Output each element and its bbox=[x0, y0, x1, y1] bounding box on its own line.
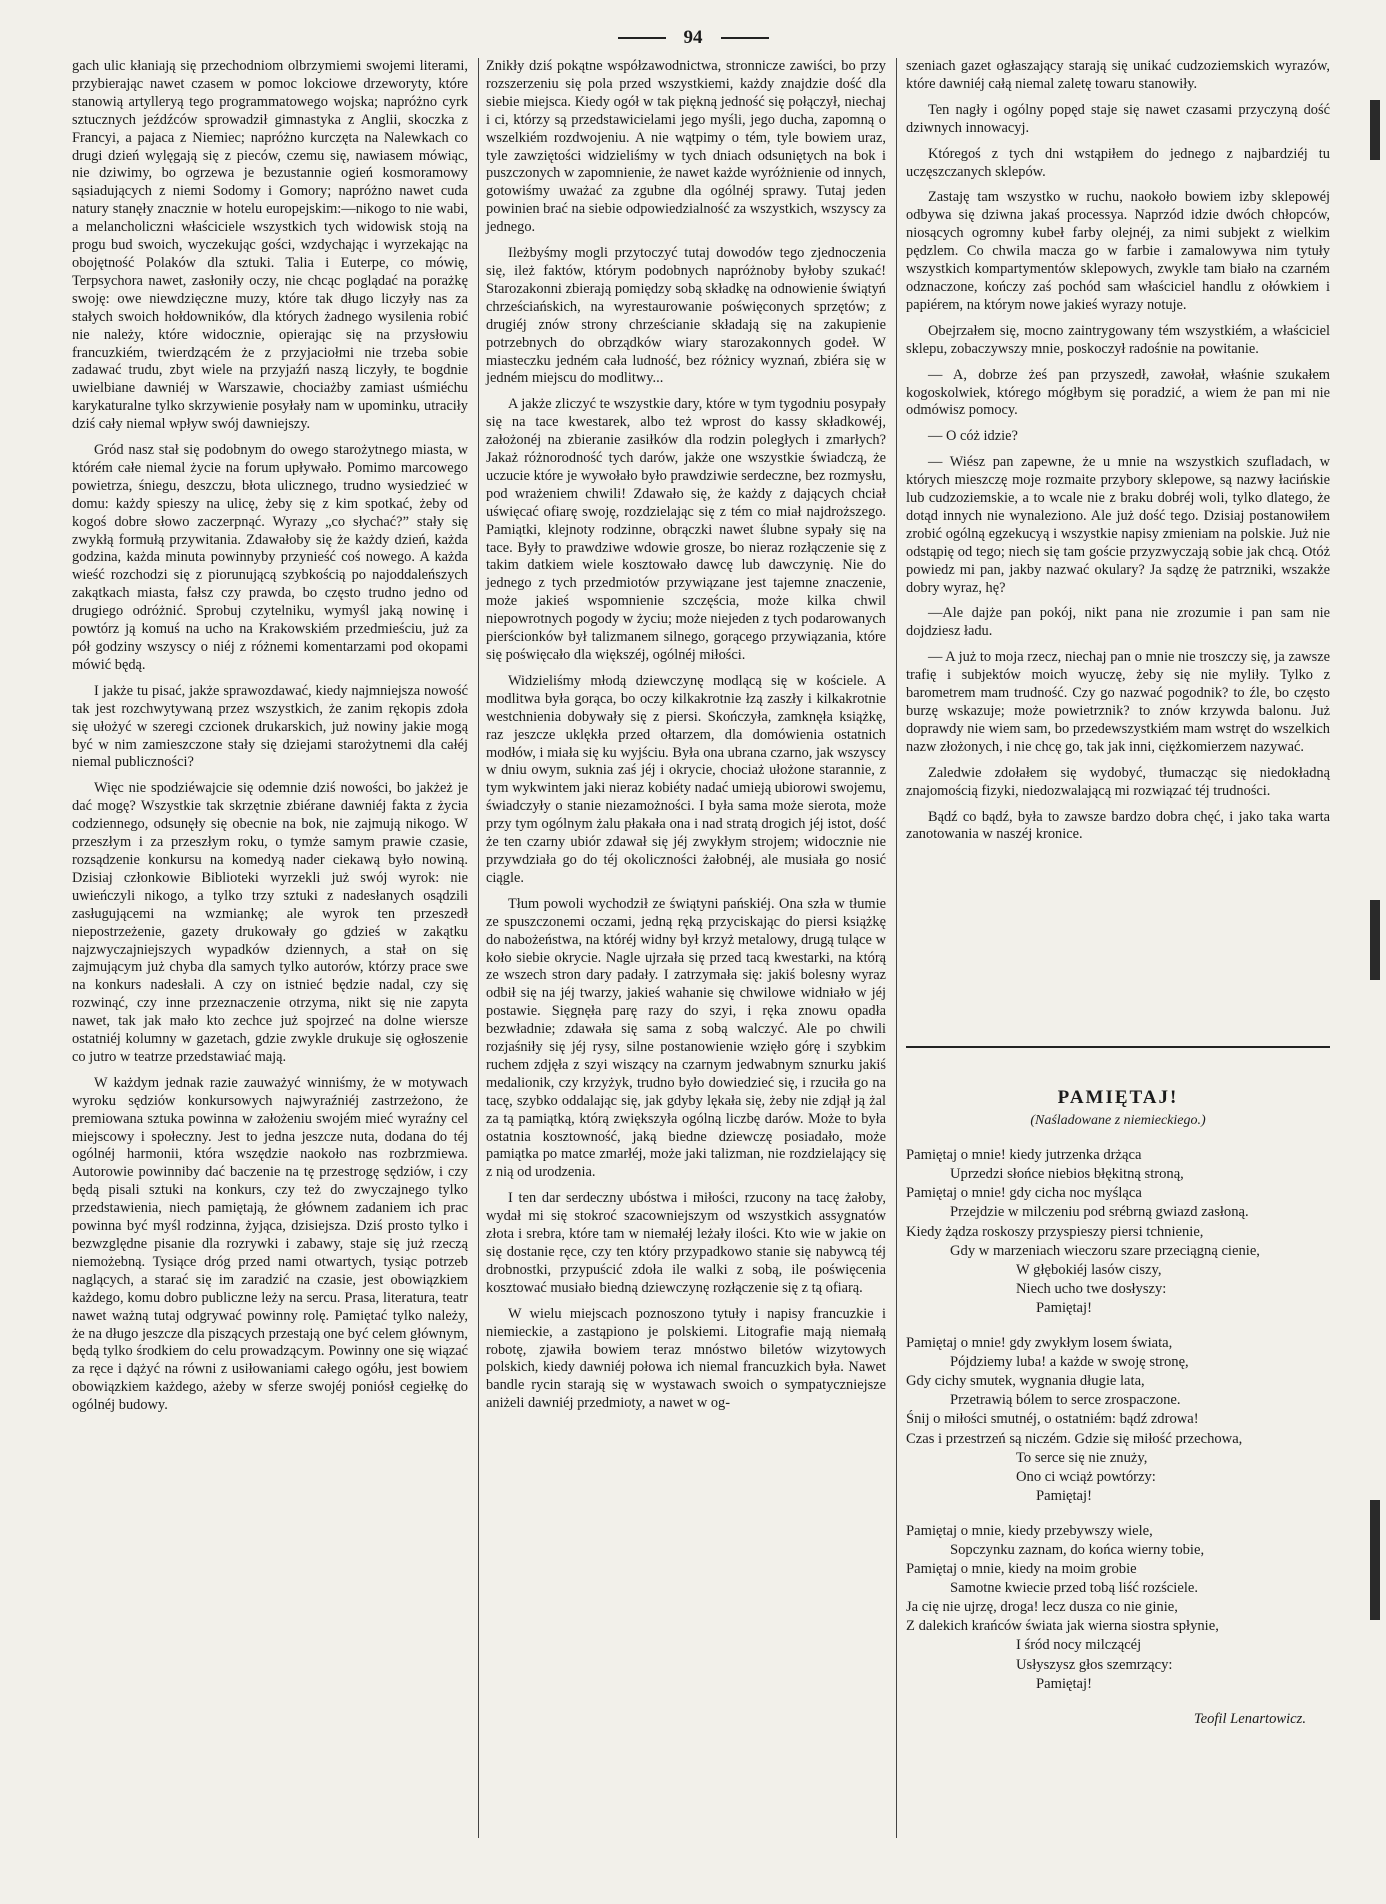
section-divider bbox=[906, 1046, 1330, 1048]
poem-line: Pamiętaj o mnie! gdy zwykłym losem świata, bbox=[906, 1335, 1173, 1352]
paragraph: Więc nie spodziéwajcie się odemnie dziś nowości, bo jakżeż je dać mogę? Wszystkie tak skrzętnie zbiérane dawniéj fakta z życia codziennego, odsunęły się obecnie na bok, nie zajmują nikogo. W przeszłym i za przeszłym roku, o tymże samym prawie czasie, rozsądzenie konkursu na komedyą nader ciekawą było nowiną. Dzisiaj członkowie Biblioteki wyrzekli już swój wyrok: nie uwieńczyli nikogo, a tylko trzy sztuki z nadesłanych osądzili zasługującemi na wzmiankę; ale wyrok ten przeszedł niepostrzeżenie, gazety drukowały go gdzieś w zakątku najzwyczajniejszych wypadków dziennych, a stał on się zajmującym już chyba dla samych tylko autorów, którzy prace swe na konkurs nadesłali. A czy on istnieć będzie nadal, czy się rozwinąć, czy inne przeznaczenie otrzyma, nikt się nie zapyta nawet, tak jak mało kto zechce już spojrzeć na dolne wiersze ostatniéj kolumny w gazetach, gdzie zwykle drukuje się ogłoszenie co jutro w teatrze przedstawiać mają. bbox=[72, 780, 468, 1065]
poem-line: Pamiętaj o mnie! kiedy jutrzenka drżąca bbox=[906, 1147, 1142, 1164]
poem-line: Pójdziemy luba! a każde w swoję stronę, bbox=[950, 1354, 1189, 1371]
page-edge-mark bbox=[1370, 1500, 1380, 1620]
poem-stanza bbox=[906, 1334, 1330, 1506]
column-divider bbox=[478, 58, 479, 1838]
poem-line: Gdy w marzeniach wieczoru szare przeciągną cienie, bbox=[950, 1242, 1260, 1259]
paragraph: Obejrzałem się, mocno zaintrygowany tém wszystkiém, a właściciel sklepu, zobaczywszy mnie, poskoczył radośnie na powitanie. bbox=[906, 322, 1330, 357]
paragraph: — A już to moja rzecz, niechaj pan o mnie nie troszczy się, ja zawsze trafię i subjektów moich wyuczę, żeby się nie myliły. Tylko z barometrem mam trudność. Czy go nazwać pogodnik? to źle, bo często burzę wskazuje; może powietrznik? to znów krzywda balonu. Już doprawdy nie wiem sam, bo przedewszystkiém mam wstręt do wszelkich nazw złożonych, i nie chcę go, tak jak inni, ciężkomierzem nazywać. bbox=[906, 649, 1330, 755]
page-header bbox=[0, 18, 1386, 58]
paragraph: Bądź co bądź, była to zawsze bardzo dobra chęć, i jako taka warta zanotowania w naszéj kronice. bbox=[906, 808, 1330, 843]
poem-line: I śród nocy milczącéj bbox=[1016, 1637, 1142, 1654]
column-divider bbox=[896, 58, 897, 1838]
poem-line: Samotne kwiecie przed tobą liść rozściele. bbox=[950, 1580, 1198, 1597]
poem bbox=[906, 1088, 1330, 1729]
poem-line: Czas i przestrzeń są niczém. Gdzie się miłość przechowa, bbox=[906, 1430, 1243, 1447]
paragraph: W wielu miejscach poznoszono tytuły i napisy francuzkie i niemieckie, a zastąpiono je polskiemi. Litografie mają niemałą robotę, zjawiła bowiem teraz mnóstwo biletów wizytowych polskich, kiedy dawniéj połowa ich niemal francuzkich była. Nawet bandle rycin starają się w wystawach swoich o sympatyczniejsze aniżeli dawniéj przedmioty, a nawet w og- bbox=[486, 1305, 886, 1412]
poem-line: Pamiętaj o mnie! gdy cicha noc myśląca bbox=[906, 1185, 1142, 1202]
page-edge-mark bbox=[1370, 100, 1380, 160]
paragraph: I ten dar serdeczny ubóstwa i miłości, rzucony na tacę żałoby, wydał mi się stokroć szacowniejszym od wszystkich assygnatów złota i srebra, które tam w niemałéj leżały ilości. Kto wie w jakie on się dostanie ręce, czy ten który przypadkowo stanie się nabywcą téj drobnostki, przypuścić zdoła ile walki z sobą, ile poświęcenia kosztować musiało biedną dziewczynę rozłączenie się z tą ofiarą. bbox=[486, 1190, 886, 1296]
page-number: 94 bbox=[683, 27, 703, 48]
poem-stanza bbox=[906, 1522, 1330, 1694]
poem-line: Uprzedzi słońce niebios błękitną stroną, bbox=[950, 1166, 1184, 1183]
paragraph: I jakże tu pisać, jakże sprawozdawać, kiedy najmniejsza nowość tak jest rozchwytywaną przez wszystkich, że zanim rękopis zdoła się ułożyć w szeregi czcionek drukarskich, już nowiny jakie mogą być w nim zamieszczone stały się dziejami starożytnemi dla całéj niemal publiczności? bbox=[72, 682, 468, 771]
paragraph: Zastaję tam wszystko w ruchu, naokoło bowiem izby sklepowéj odbywa się dziwna jakaś processya. Naprzód idzie dwóch chłopców, niosących ogromny kubeł farby olejnéj, za nimi subjekt z wielkim pędzlem. Co chwila macza go w farbie i zamalowywa nim tytuły wszystkich kompartymentów sklepowych, zwykle tam biało na czarném odznaczone, kończy zaś pochód sam właściciel handlu z ołówkiem i papiérem, na którym nowe jakieś wyrazy notuje. bbox=[906, 189, 1330, 313]
poem-line: Przetrawią bólem to serce zrospaczone. bbox=[950, 1392, 1181, 1409]
paragraph: Ileżbyśmy mogli przytoczyć tutaj dowodów tego zjednoczenia się, ileż faktów, którym podobnych napróżnoby byłoby szukać! Starozakonni zbierają pomiędzy sobą składkę na odnowienie świątyń chrześciańskich, na wyrestaurowanie poświęconych sprzętów; z drugiéj znów strony chrześcianie składają się na zakupienie potrzebnych do obrządków wiary starozakonnych godeł. W miasteczku jedném cała ludność, bez różnicy wyznań, zbiéra się w jedném miejscu do modlitwy... bbox=[486, 245, 886, 387]
page-edge-mark bbox=[1370, 900, 1380, 980]
poem-refrain: Pamiętaj! bbox=[1036, 1299, 1092, 1316]
paragraph: —Ale dajże pan pokój, nikt pana nie zrozumie i pan sam nie dojdziesz ładu. bbox=[906, 605, 1330, 640]
poem-line: Śnij o miłości smutnéj, o ostatniém: bądź zdrowa! bbox=[906, 1411, 1199, 1428]
paragraph: szeniach gazet ogłaszający starają się unikać cudzoziemskich wyrazów, które dawniéj całą niemal zaletę towaru stanowiły. bbox=[906, 58, 1330, 92]
poem-line: To serce się nie znuży, bbox=[1016, 1449, 1148, 1466]
paragraph: gach ulic kłaniają się przechodniom olbrzymiemi swojemi literami, przybierając nawet czasem w pomoc lokciowe drzeworyty, które stanowią artylleryą tego programmatowego wojska; napróżno cyrk sztucznych jeźdźców sprowadził gimnastyka z Anglii, skoczka z Francyi, a pajaca z Niemiec; napróżno kurczęta na Nalewkach co drugi dzień wylęgają się z pieców, czemu się, nawiasem mówiąc, nie dziwimy, bo ogrzewa je bezustannie ogień kosmoramowy sąsiadujących z niemi Sodomy i Gomory; napróżno nawet cuda natury stanęły znacznie w hotelu europejskim:—nikogo to nie wabi, a melancholiczni właściciele wszystkich tych widowisk stoją na progu bud swoich, wyczekując gości, wzdychając i wyrzekając na obojętność Polaków dla sztuki. Talia i Euterpe, co mówię, Terpsychora nawet, zasłoniły oczy, nie chcąc poglądać na porażkę swoję: owe niewdzięczne muzy, które tak długo liczyły nas za stałych swoich hołdowników, dla których żadnego wysilenia robić nie należy, które widocznie, opierając się na przysłowiu francuzkiém, twierdzącém że z przyjaciołmi nie trzeba sobie zadawać trudu, zbyt wiele na przyjaźń naszą liczyły, te bogdnie uwielbiane dawniéj w Warszawie, chociażby zamiast uśmiéchu karykaturalne tylko skrzywienie posyłały nam w upominku, utraciły dziś cały niemal wpływ swój dawniejszy. bbox=[72, 58, 468, 433]
poem-line: Kiedy żądza roskoszy przyspieszy piersi tchnienie, bbox=[906, 1223, 1204, 1240]
paragraph: W każdym jednak razie zauważyć winniśmy, że w motywach wyroku sędziów konkursowych najwyraźniéj zastrzeżono, że premiowana sztuka powinna w założeniu swojém mieć wyraźny cel miejscowy i społeczny. Jest to jedna jeszcze nuta, dodana do téj ogólnéj harmonii, która wszędzie naokoło nas rozbrzmiewa. Autorowie powinniby dać baczenie na tę przestrogę sędziów, i czy będą pisali sztuki na konkurs, czy też do zwyczajnego tylko przedstawienia, niech pamiętają, że głównem zadaniem ich prac powinna być myśl rodzinna, żyjąca, dzisiejsza. Dziś prosto tylko i bezwzględne pisanie dla rozrywki i zabawy, staje się już rzeczą niemożebną. Tysiące dróg przed nami otwartych, tysiąc potrzeb naglących, a starać się im zaradzić na czasie, jest obowiązkiem każdego, komu dobro publiczne leży na sercu. Prasa, literatura, teatr nawet ważną tutaj odgrywać powinny rolę. Pamiętać tylko należy, że na długo jeszcze dla piszących przestają one być celem głównym, będą tylko środkiem do celu prowadzącym. Powinny one się wiązać za ręce i dążyć na równi z usiłowaniami całego ogółu, jest bowiem obowiązkiem każdego, ażeby w sferze swojéj poniósł cegiełkę do ogólnéj budowy. bbox=[72, 1074, 468, 1414]
poem-line: W głębokiéj lasów ciszy, bbox=[1016, 1261, 1162, 1278]
poem-line: Usłyszysz głos szemrzący: bbox=[1016, 1656, 1173, 1673]
poem-author: Teofil Lenartowicz. bbox=[1193, 1710, 1306, 1727]
column-2 bbox=[486, 58, 886, 1421]
paragraph: Któregoś z tych dni wstąpiłem do jednego z najbardziéj tu uczęszczanych sklepów. bbox=[906, 145, 1330, 180]
paragraph: — Wiész pan zapewne, że u mnie na wszystkich szufladach, w których mieszczę moje rozmaite przybory sklepowe, są nazwy łacińskie lub cudzoziemskie, a to wcale nie z braku dobréj woli, tylko dlatego, że dotąd innych nie wynaleziono. Ale już dość tego. Dzisiaj postanowiłem zrobić ogólną egzekucyą i wszystkie napisy zmieniam na polskie. Już nie odstąpię od tego; niech się tam goście przyzwyczają sobie jak chcą. Otóż powiedz mi pan, jakby nazwać okulary? Ja sądzę że patrzniki, wszakże dobry wyraz, hę? bbox=[906, 454, 1330, 596]
poem-line: Gdy cichy smutek, wygnania długie lata, bbox=[906, 1373, 1145, 1390]
paragraph: Gród nasz stał się podobnym do owego starożytnego miasta, w którém całe niemal życie na forum upływało. Pomimo marcowego powietrza, śniegu, deszczu, błota ulicznego, trudno wysiedzieć w domu: każdy spieszy na ulicę, żeby się z kim spotkać, żeby od kogoś dobre słowo zaczerpnąć. Wyrazy „co słychać?” stały się zwykłą formułą przywitania. Zdawałoby się że każdy dzień, każda godzina, każda minuta powinnyby przynieść coś nowego. A każda wieść rozchodzi się z piorunującą szybkością po najoddaleńszych zakątkach miasta, fałsz czy prawda, bo często trudno jedno od drugiego odróżnić. Sprobuj czytelniku, wymyśl jaką nowinę i powtórz ją komuś na ucho na Krakowskiém przedmieściu, już za pół godziny wszyscy o niéj z różnemi komentarzami pod okopami mówić będą. bbox=[72, 442, 468, 673]
paragraph: Ten nagły i ogólny popęd staje się nawet czasami przyczyną dość dziwnych innowacyj. bbox=[906, 101, 1330, 136]
poem-line: Niech ucho twe dosłyszy: bbox=[1016, 1280, 1167, 1297]
paragraph: Znikły dziś pokątne współzawodnictwa, stronnicze zawiści, bo przy rozszerzeniu się pola przed wszystkiemi, każdy znajdzie dość dla siebie miejsca. Kiedy ogół w tak piękną jedność się połączył, niechaj i ci, którzy są przedstawicielami jego myśli, jego ducha, zapomną o wszelkiém rozdwojeniu. A nie wątpimy o tém, tyle bowiem uraz, tyle zawziętości widzieliśmy w tych dniach odsuniętych na bok i puszczonych w zapomnienie, że nawet każde wyróżnienie od innych, gotowiśmy uważać za zgubne dla ogólnéj sprawy. Tutaj jeden powinien brać na siebie odpowiedzialność za wszystkich, wszyscy za jednego. bbox=[486, 58, 887, 236]
poem-stanza bbox=[906, 1146, 1330, 1318]
paragraph: — O cóż idzie? bbox=[928, 428, 1018, 445]
column-1 bbox=[72, 58, 468, 1423]
poem-line: Pamiętaj o mnie, kiedy na moim grobie bbox=[906, 1561, 1137, 1578]
poem-line: Sopczynku zaznam, do końca wierny tobie, bbox=[950, 1541, 1205, 1558]
poem-line: Z dalekich krańców świata jak wierna siostra spłynie, bbox=[906, 1618, 1219, 1635]
header-rule-right bbox=[721, 37, 769, 39]
poem-line: Ono ci wciąż powtórzy: bbox=[1016, 1468, 1156, 1485]
paragraph: Zaledwie zdołałem się wydobyć, tłumacząc się niedokładną znajomością fizyki, niedozwalającą mi rozwiązać téj trudności. bbox=[906, 764, 1330, 799]
paragraph: — A, dobrze żeś pan przyszedł, zawołał, właśnie szukałem kogoskolwiek, którego mógłbym się poradzić, a wiem że pan mi nie odmówisz pomocy. bbox=[906, 366, 1330, 419]
poem-subtitle: (Naśladowane z niemieckiego.) bbox=[1030, 1113, 1206, 1129]
poem-title: PAMIĘTAJ! bbox=[1057, 1087, 1179, 1108]
poem-line: Ja cię nie ujrzę, droga! lecz dusza co nie ginie, bbox=[906, 1599, 1178, 1616]
poem-line: Przejdzie w milczeniu pod srébrną gwiazd zasłoną. bbox=[950, 1204, 1249, 1221]
column-3 bbox=[906, 58, 1330, 852]
paragraph: A jakże zliczyć te wszystkie dary, które w tym tygodniu posypały się na tace kwestarek, albo też wprost do kassy składkowéj, założonéj na zbieranie zasiłków dla rodzin poległych i zmarłych? Jakaż różnorodność tych darów, jakże one wszystkie świadczą, że uczucie które je wywołało było prawdziwie serdeczne, bez rozmysłu, pod wrażeniem chwili! Zdawało się, że każdy z dających chciał uświęcać ofiarę swoję, rozdzielając się z tém co miał najdroższego. Pamiątki, klejnoty rodzinne, obrączki nawet ślubne sypały się na tace. Były to prawdziwe wdowie grosze, bo nieraz rozłączenie się z takim datkiem wiele kosztowało dawcę lub dawczynię. Nie do jednego z tych przedmiotów przywiązane jest tajemne znaczenie, może jakieś wspomnienie szczęścia, może kilka chwil niepowrotnych pogody w życiu; może niejeden z tych podarowanych pierścionków był talizmanem silnego, gorącego przywiązania, które się poświęcało dla większéj, ogólnéj miłości. bbox=[486, 396, 886, 663]
poem-refrain: Pamiętaj! bbox=[1036, 1675, 1092, 1692]
poem-line: Pamiętaj o mnie, kiedy przebywszy wiele, bbox=[906, 1522, 1153, 1539]
poem-refrain: Pamiętaj! bbox=[1036, 1487, 1092, 1504]
paragraph: Widzieliśmy młodą dziewczynę modlącą się w kościele. A modlitwa była gorąca, bo oczy kilkakrotnie łzą zaszły i kilkakrotnie westchnienia dobywały się z piersi. Skończyła, zamknęła książkę, raz jeszcze uklękła przed ołtarzem, dla domówienia ostatnich modłów, i miała się ku wyjściu. Była ona ubrana czarno, jak wszyscy w dniu owym, suknia zaś jéj i okrycie, chociaż ułożone starannie, z tym wykwintem jaki nieraz kobiéty nadać umieją ubiorowi swojemu, świadczyły o stanie niezamożności. I była sama może sierota, może przy tym ogólnym żalu płakała ona i nad stratą drogich jéj istot, dość że ten czarny ubiór zdawał się jéj zwykłym strojem; widocznie nie przywdziała go do téj okoliczności żałobnéj, ale musiała go nosić ciągle. bbox=[486, 672, 886, 886]
paragraph: Tłum powoli wychodził ze świątyni pańskiéj. Ona szła w tłumie ze spuszczonemi oczami, jedną ręką przyciskając do piersi książkę do nabożeństwa, na któréj widny był krzyż metalowy, drugą tulące w koło siebie okrycie. Nagle ujrzała się przed tacą kwestarki, na którą ze wszech stron dary padały. I zatrzymała się: jakiś bolesny wyraz odbił się na jéj twarzy, jakieś wahanie się chwilowe widniało w jéj postawie. Sięgnęła parę razy do szyi, i ręka znowu opadła bezwładnie; zdawała się sama z sobą walczyć. Ale po chwili rozjaśniły się jéj rysy, silne postanowienie wzięło górę i szybkim ruchem zdjęła z szyi wiszący na czarnym jedwabnym sznurku jakiś medalionik, czy krzyżyk, trudno było dowiedzieć się, i rzuciła go na tacę, szybko oddalając się, jak gdyby lękała się, żeby nie zdjął ją żal za tą pamiątką, którą zwiększyła ogólną liczbę darów. Może to była ostatnia kosztowność, jaką biedne dziewczę posiadało, może pamiątka po matce zmarłéj, może jaki talizman, nie rozdzielający się z nią od urodzenia. bbox=[486, 895, 886, 1181]
header-rule-left bbox=[618, 37, 666, 39]
